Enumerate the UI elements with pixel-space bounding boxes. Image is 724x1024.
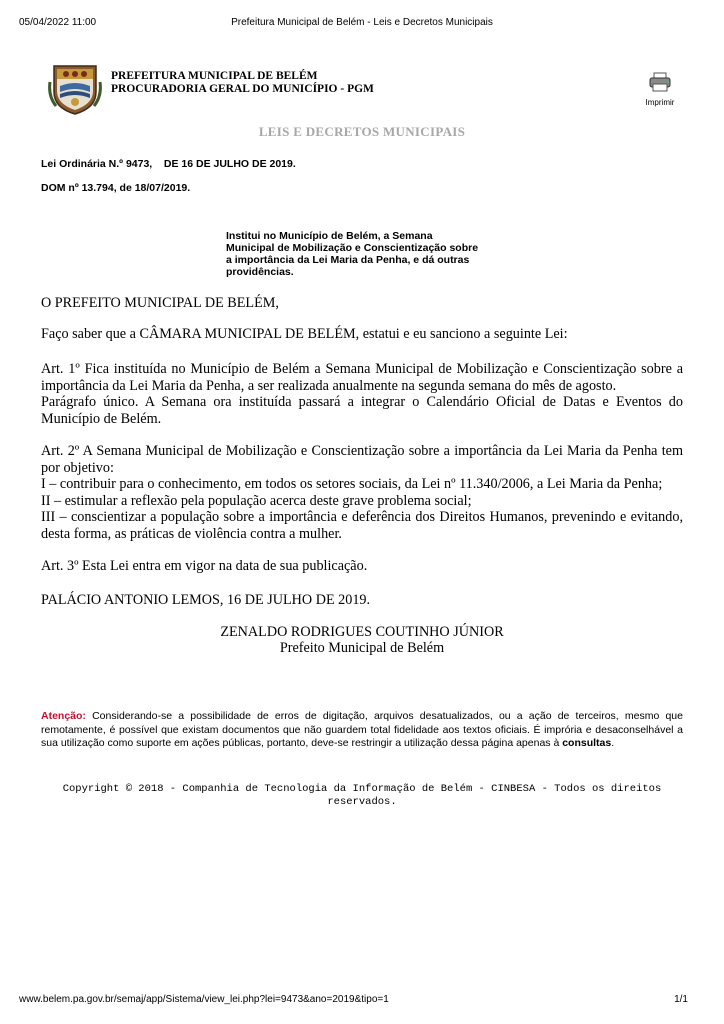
article-2-item-1: I – contribuir para o conhecimento, em todos os setores sociais, da Lei nº 11.340/2006, a Lei Maria da Penha; — [41, 476, 663, 492]
organization-name — [111, 70, 374, 96]
print-url: www.belem.pa.gov.br/semaj/app/Sistema/view_lei.php?lei=9473&ano=2019&tipo=1 — [19, 994, 389, 1005]
place-date: PALÁCIO ANTONIO LEMOS, 16 DE JULHO DE 2019. — [41, 592, 371, 608]
disclaimer-notice — [41, 710, 683, 751]
summary-line: a importância da Lei Maria da Penha, e dá outras — [226, 254, 470, 266]
signatory-name: ZENALDO RODRIGUES COUTINHO JÚNIOR — [220, 624, 504, 640]
law-number: Lei Ordinária N.º 9473, DE 16 DE JULHO DE 2019. — [41, 158, 296, 170]
org-line-1: PREFEITURA MUNICIPAL DE BELÉM — [111, 70, 318, 82]
article-2-item-3: III – conscientizar a população sobre a importância e deferência dos Direitos Humanos, prevenindo e evitando, desta forma, as práticas de violência contra a mulher. — [41, 509, 683, 542]
printer-icon — [649, 72, 671, 92]
org-line-2: PROCURADORIA GERAL DO MUNICÍPIO - PGM — [111, 83, 374, 95]
article-1-paragraph: Parágrafo único. A Semana ora instituída passará a integrar o Calendário Oficial de Datas e Eventos do Município de Belém. — [41, 394, 683, 427]
notice-label: Atenção: — [41, 710, 86, 722]
section-title: LEIS E DECRETOS MUNICIPAIS — [258, 124, 466, 139]
opening: O PREFEITO MUNICIPAL DE BELÉM, — [41, 295, 279, 311]
summary-line: Institui no Município de Belém, a Semana — [226, 230, 433, 242]
article-1 — [41, 361, 683, 427]
article-2-item-2: II – estimular a reflexão pela população acerca deste grave problema social; — [41, 492, 472, 509]
article-2 — [41, 443, 683, 542]
belem-coat-of-arms-icon — [48, 62, 102, 116]
copyright-notice: Copyright © 2018 - Companhia de Tecnologia da Informação de Belém - CINBESA - Todos os direitos reservados. — [62, 783, 662, 808]
dom-reference: DOM nº 13.794, de 18/07/2019. — [41, 182, 191, 194]
enactment-clause: Faço saber que a CÂMARA MUNICIPAL DE BELÉM, estatui e eu sanciono a seguinte Lei: — [41, 326, 568, 342]
print-label: Imprimir — [645, 98, 675, 107]
notice-end: . — [611, 737, 615, 749]
print-page-title: Prefeitura Municipal de Belém - Leis e Decretos Municipais — [231, 17, 493, 28]
summary-line: providências. — [226, 266, 294, 278]
print-button[interactable] — [638, 72, 682, 107]
summary-line: Municipal de Mobilização e Conscientização sobre — [226, 242, 479, 254]
article-1-caput: Art. 1º Fica instituída no Município de Belém a Semana Municipal de Mobilização e Conscientização sobre a importância da Lei Maria da Penha, a ser realizada anualmente na segunda semana do mês de agosto. — [41, 361, 683, 394]
print-page-number: 1/1 — [674, 994, 688, 1005]
notice-text: Considerando-se a possibilidade de erros de digitação, arquivos desatualizados, ou a ação de terceiros, mesmo que remotamente, é possível que existam documentos que não guardem total fidelidade aos textos oficiais. É imprória e desaconselhável a sua utilização como suporte em ações públicas, portanto, deve-se restringir a utilização dessa página apenas à — [41, 710, 683, 749]
article-2-caput: Art. 2º A Semana Municipal de Mobilização e Conscientização sobre a importância da Lei Maria da Penha tem por objetivo: — [41, 443, 683, 476]
signatory-title: Prefeito Municipal de Belém — [279, 640, 445, 656]
article-3: Art. 3º Esta Lei entra em vigor na data de sua publicação. — [41, 558, 368, 574]
print-datetime: 05/04/2022 11:00 — [19, 17, 97, 28]
notice-emphasis: consultas — [562, 737, 612, 749]
law-summary — [226, 230, 506, 278]
